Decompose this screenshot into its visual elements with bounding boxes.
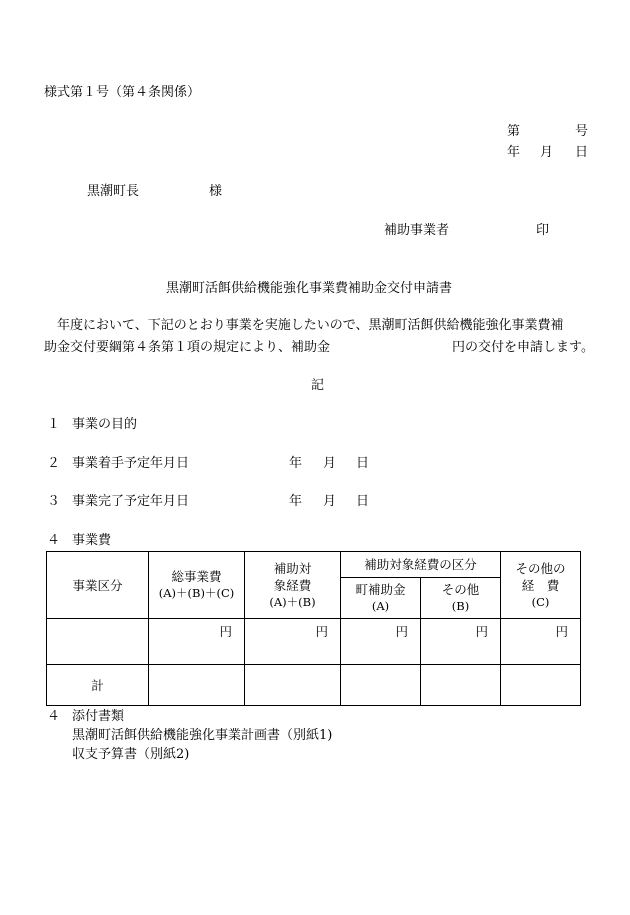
table-total-label: 計 — [47, 665, 149, 706]
table-cell-total: 円 — [149, 619, 245, 665]
table-total-cell — [421, 665, 501, 706]
header-misc-line3: (C) — [531, 594, 550, 609]
header-eligible-line1: 補助対 — [273, 560, 312, 576]
header-total-line2: (A)＋(B)＋(C) — [158, 586, 235, 600]
document-title: 黒潮町活餌供給機能強化事業費補助金交付申請書 — [166, 281, 453, 296]
item-2-label: 事業着手予定年月日 — [72, 456, 190, 471]
date-month: 月 — [540, 145, 554, 160]
item-3-label: 事業完了予定年月日 — [72, 494, 190, 509]
table-total-cell — [341, 665, 421, 706]
header-eligible-cost — [245, 552, 341, 619]
item-4-label: 事業費 — [72, 533, 112, 548]
table-cell-other: 円 — [421, 619, 501, 665]
table-total-cell — [501, 665, 581, 706]
item-3-number: ３ — [47, 494, 61, 509]
application-body — [44, 315, 596, 359]
attachments-label: 添付書類 — [72, 709, 125, 724]
item-3-day: 日 — [356, 494, 370, 509]
header-other-line2: (B) — [451, 599, 470, 613]
header-town-line2: (A) — [371, 599, 390, 613]
item-2-month: 月 — [323, 456, 337, 471]
table-total-cell — [245, 665, 341, 706]
table-total-row — [47, 665, 581, 706]
body-line-2a: 助金交付要綱第４条第１項の規定により、補助金 — [44, 340, 331, 355]
header-total-line1: 総事業費 — [171, 569, 222, 584]
item-4-number: ４ — [47, 533, 61, 548]
project-cost-table — [46, 551, 581, 706]
header-misc-cost — [501, 552, 581, 619]
attachment-item-2: 収支予算書（別紙2) — [72, 747, 190, 762]
item-2-day: 日 — [356, 456, 370, 471]
addressee-title: 黒潮町長 — [87, 184, 140, 199]
table-total-cell — [149, 665, 245, 706]
header-total-cost — [149, 552, 245, 619]
attachments-number: ４ — [47, 709, 61, 724]
table-cell-town: 円 — [341, 619, 421, 665]
item-3-month: 月 — [323, 494, 337, 509]
header-town-subsidy — [341, 578, 421, 619]
doc-number-prefix: 第 — [507, 124, 521, 139]
doc-number-suffix: 号 — [575, 124, 589, 139]
table-cell-eligible: 円 — [245, 619, 341, 665]
applicant-label: 補助事業者 — [384, 223, 450, 238]
header-misc-line1: その他の — [515, 560, 566, 576]
item-1-label: 事業の目的 — [72, 417, 138, 432]
header-category: 事業区分 — [47, 552, 149, 619]
header-eligible-group: 補助対象経費の区分 — [341, 552, 501, 578]
body-line-2b: 円の交付を申請します。 — [452, 340, 594, 355]
body-line-1: 年度において、下記のとおり事業を実施したいので、黒潮町活餌供給機能強化事業費補 — [44, 318, 564, 333]
header-eligible-line3: (A)＋(B) — [269, 594, 316, 609]
table-row — [47, 619, 581, 665]
ki-heading: 記 — [311, 378, 325, 393]
date-day: 日 — [575, 145, 589, 160]
form-number: 様式第１号（第４条関係） — [44, 85, 201, 100]
item-3-year: 年 — [289, 494, 303, 509]
table-cell-category — [47, 619, 149, 665]
attachment-item-1: 黒潮町活餌供給機能強化事業計画書（別紙1) — [72, 728, 333, 743]
item-2-number: ２ — [47, 456, 61, 471]
item-1-number: １ — [47, 417, 61, 432]
header-eligible-line2: 象経費 — [273, 577, 312, 593]
seal-mark: 印 — [536, 223, 550, 238]
date-year: 年 — [507, 145, 521, 160]
header-other — [421, 578, 501, 619]
addressee-honorific: 様 — [209, 184, 223, 199]
table-cell-misc: 円 — [501, 619, 581, 665]
item-2-year: 年 — [289, 456, 303, 471]
header-other-line1: その他 — [441, 582, 480, 597]
header-town-line1: 町補助金 — [355, 582, 406, 597]
header-misc-line2: 経 費 — [521, 577, 560, 593]
